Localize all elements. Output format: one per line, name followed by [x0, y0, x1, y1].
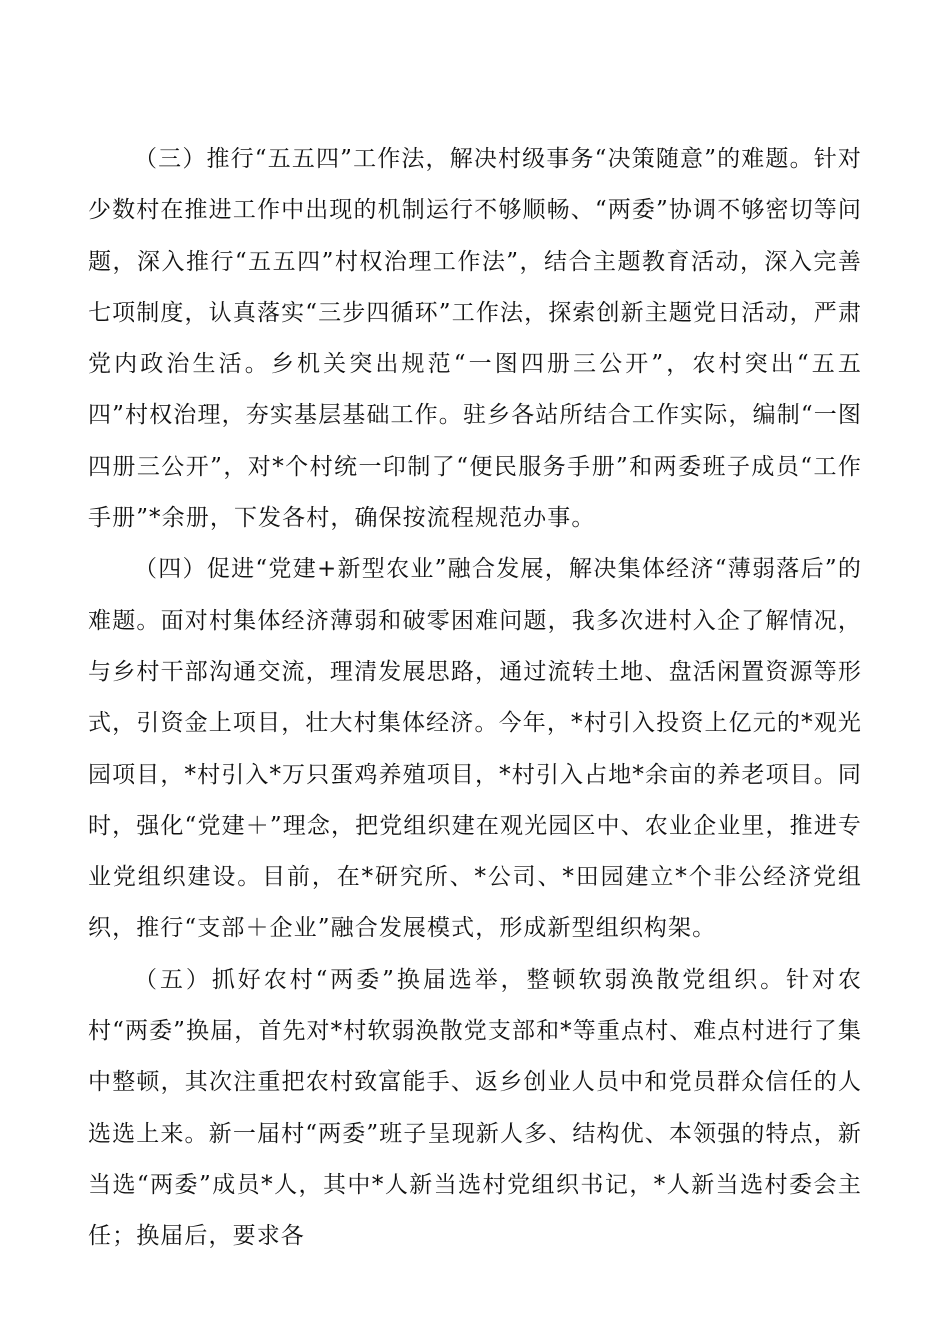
- paragraph-section-three: （三）推行“五五四”工作法，解决村级事务“决策随意”的难题。针对少数村在推进工作中出现的机制运行不够顺畅、“两委”协调不够密切等问题，深入推行“五五四”村权治理工作法”，结合主题教育活动，深入完善七项制度，认真落实“三步四循环”工作法，探索创新主题党日活动，严肃党内政治生活。乡机关突出规范“一图四册三公开”，农村突出“五五四”村权治理，夯实基层基础工作。驻乡各站所结合工作实际，编制“一图四册三公开”，对*个村统一印制了“便民服务手册”和两委班子成员“工作手册”*余册，下发各村，确保按流程规范办事。: [88, 146, 862, 532]
- document-body: [88, 134, 862, 1263]
- paragraph-section-four: （四）促进“党建+新型农业”融合发展，解决集体经济“薄弱落后”的难题。面对村集体经济薄弱和破零困难问题，我多次进村入企了解情况，与乡村干部沟通交流，理清发展思路，通过流转土地、盘活闲置资源等形式，引资金上项目，壮大村集体经济。今年，*村引入投资上亿元的*观光园项目，*村引入*万只蛋鸡养殖项目，*村引入占地*余亩的养老项目。同时，强化“党建＋”理念，把党组织建在观光园区中、农业企业里，推进专业党组织建设。目前，在*研究所、*公司、*田园建立*个非公经济党组织，推行“支部＋企业”融合发展模式，形成新型组织构架。: [88, 556, 862, 942]
- paragraph-section-five: （五）抓好农村“两委”换届选举，整顿软弱涣散党组织。针对农村“两委”换届，首先对*村软弱涣散党支部和*等重点村、难点村进行了集中整顿，其次注重把农村致富能手、返乡创业人员中和党员群众信任的人选选上来。新一届村“两委”班子呈现新人多、结构优、本领强的特点，新当选“两委”成员*人，其中*人新当选村党组织书记，*人新当选村委会主任；换届后，要求各: [88, 966, 862, 1250]
